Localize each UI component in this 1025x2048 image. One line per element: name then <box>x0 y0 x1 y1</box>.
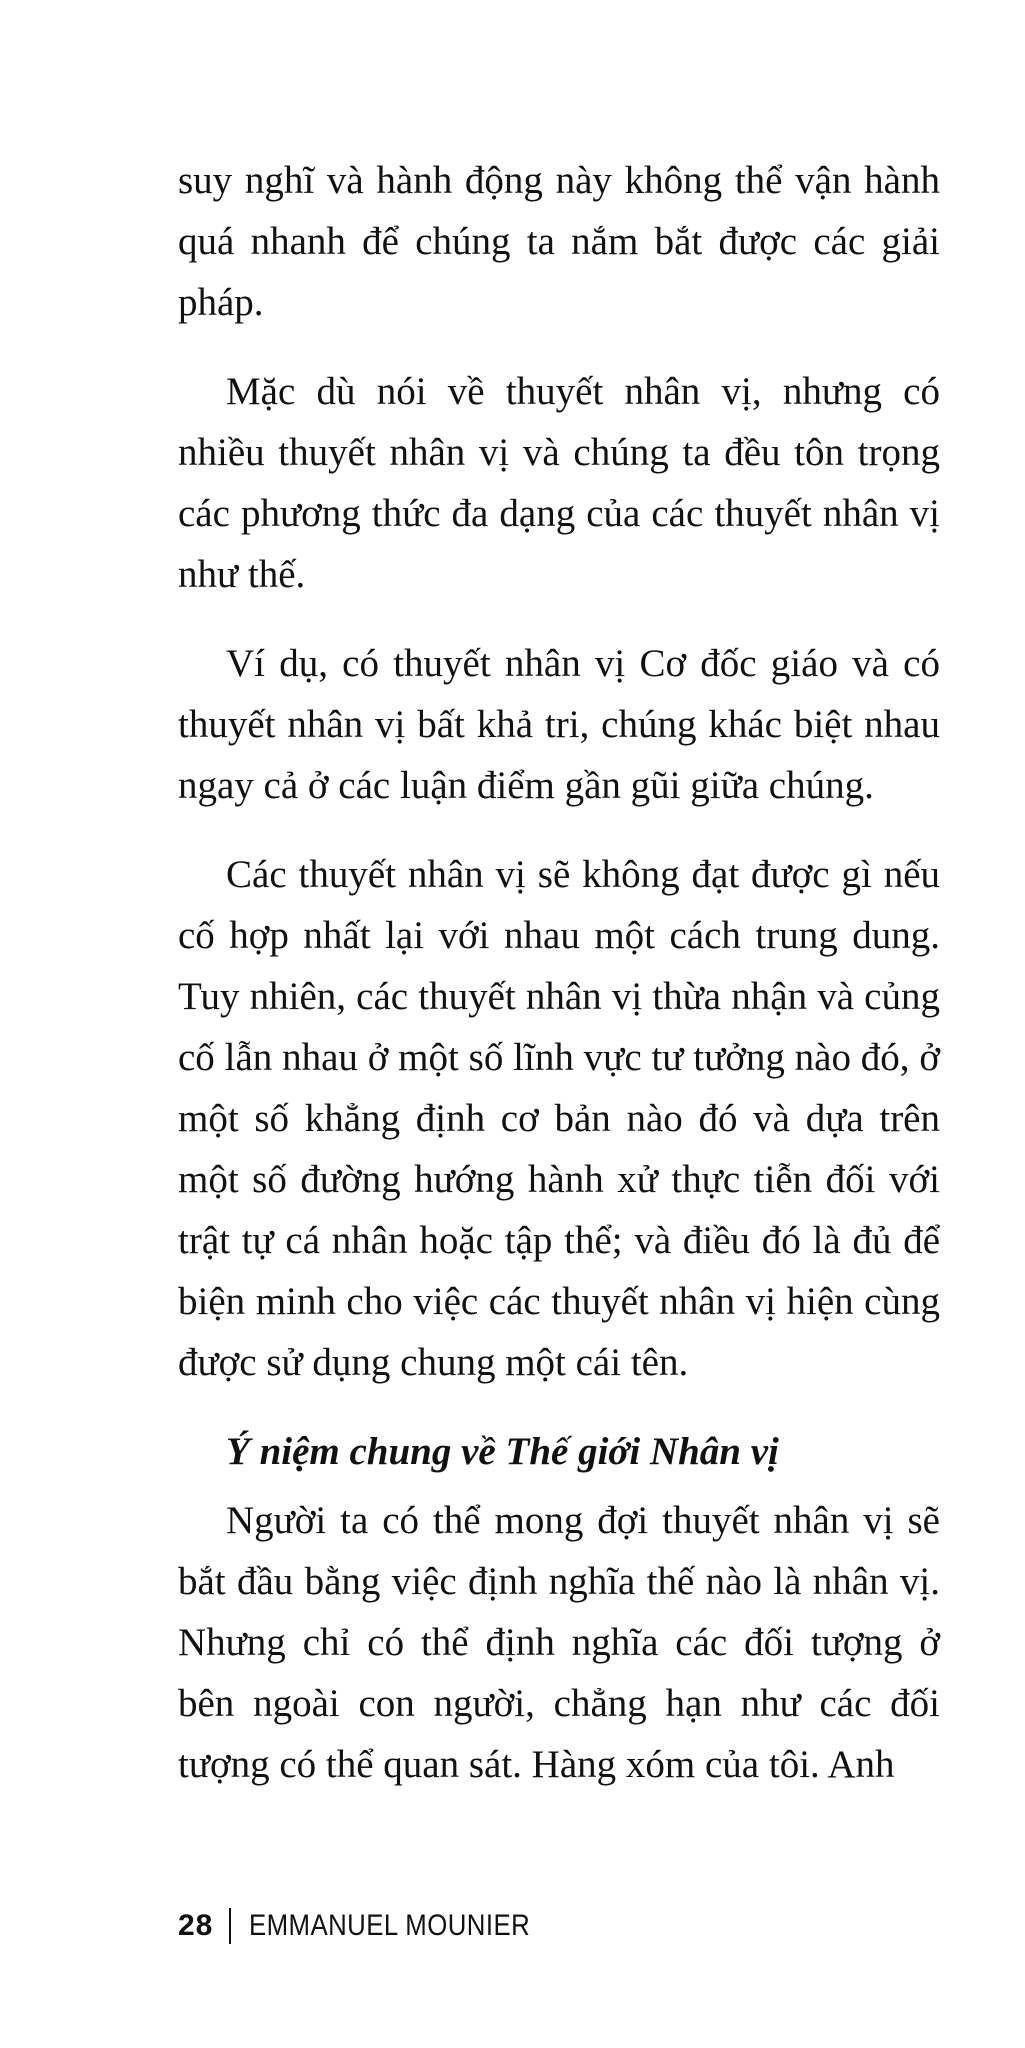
body-text <box>178 150 940 1823</box>
running-author: EMMANUEL MOUNIER <box>249 1909 531 1942</box>
section-paragraph: Người ta có thể mong đợi thuyết nhân vị sẽ bắt đầu bằng việc định nghĩa thế nào là nhân vị. Nhưng chỉ có thể định nghĩa các đối tượng ở bên ngoài con người, chẳng hạn như các đối tượng có thể quan sát. Hàng xóm của tôi. Anh <box>178 1499 940 1786</box>
page-footer <box>178 1908 576 1944</box>
paragraph: Mặc dù nói về thuyết nhân vị, nhưng có nhiều thuyết nhân vị và chúng ta đều tôn trọng các phương thức đa dạng của các thuyết nhân vị như thế. <box>178 370 940 596</box>
paragraph: Ví dụ, có thuyết nhân vị Cơ đốc giáo và có thuyết nhân vị bất khả tri, chúng khác biệt nhau ngay cả ở các luận điểm gần gũi giữa chúng. <box>178 642 940 807</box>
page-number: 28 <box>178 1909 214 1942</box>
footer-divider <box>229 1908 231 1944</box>
paragraph: Các thuyết nhân vị sẽ không đạt được gì nếu cố hợp nhất lại với nhau một cách trung dung. Tuy nhiên, các thuyết nhân vị thừa nhận và củng cố lẫn nhau ở một số lĩnh vực tư tưởng nào đó, ở một số khẳng định cơ bản nào đó và dựa trên một số đường hướng hành xử thực tiễn đối với trật tự cá nhân hoặc tập thể; và điều đó là đủ để biện minh cho việc các thuyết nhân vị hiện cùng được sử dụng chung một cái tên. <box>178 853 940 1384</box>
section-heading: Ý niệm chung về Thế giới Nhân vị <box>226 1430 779 1473</box>
paragraph-continued: suy nghĩ và hành động này không thể vận hành quá nhanh để chúng ta nắm bắt được các giải pháp. <box>178 159 940 324</box>
